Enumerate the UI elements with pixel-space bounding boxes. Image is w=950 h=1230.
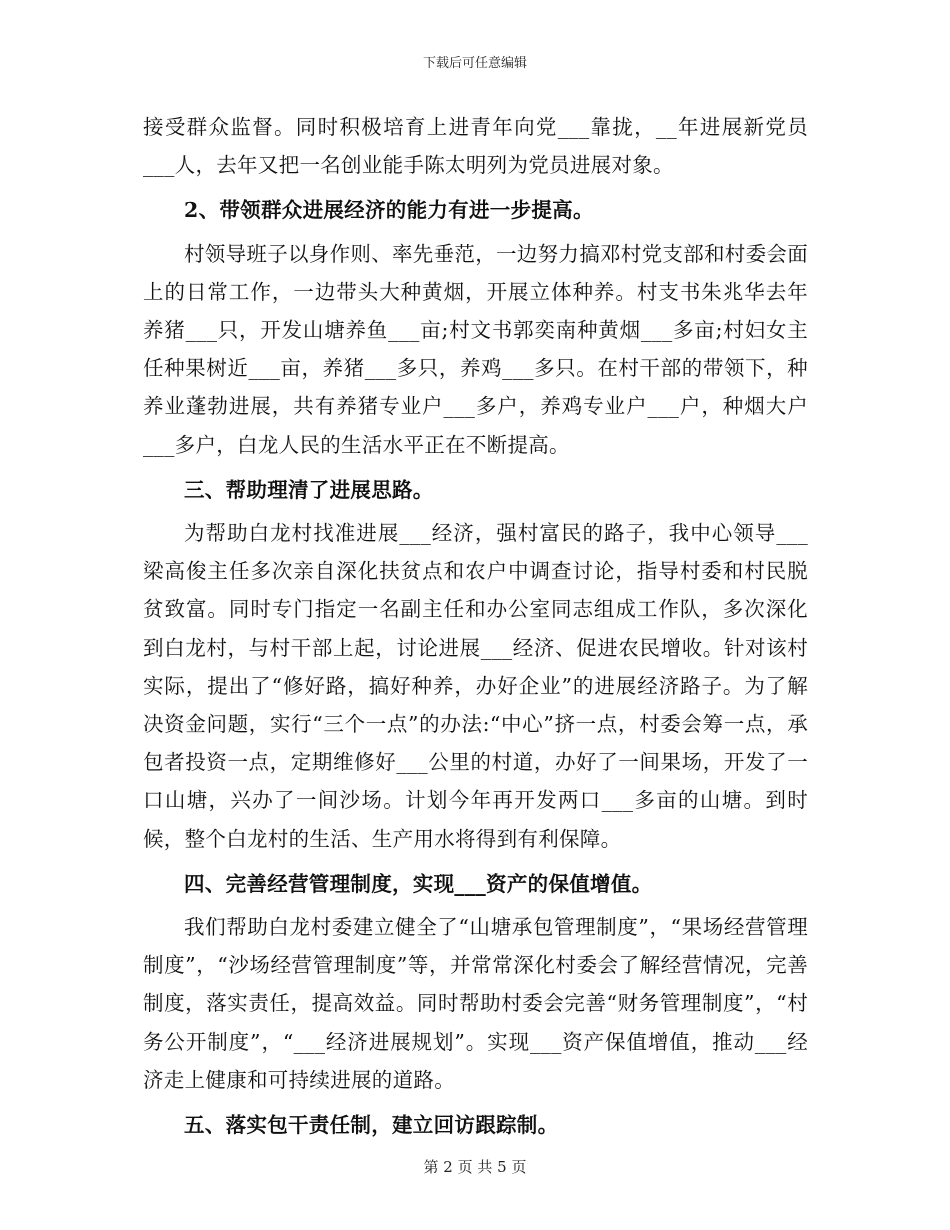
section-heading: 三、帮助理清了进展思路。	[184, 477, 434, 502]
body-paragraph: 我们帮助白龙村委建立健全了“山塘承包管理制度”，“果场经营管理制度”，“沙场经营管理制度”等，并常常深化村委会了解经营情况，完善制度，落实责任，提高效益。同时帮助村委会完善“财务管理制度”，“村务公开制度”，“___经济进展规划”。实现___资产保值增值，推动___经济走上健康和可持续进展的道路。	[143, 915, 808, 1092]
page-header: 下载后可任意编辑	[422, 56, 527, 71]
section-heading: 2、带领群众进展经济的能力有进一步提高。	[184, 198, 594, 223]
body-paragraph: 为帮助白龙村找准进展___经济，强村富民的路子，我中心领导___梁高俊主任多次亲自深化扶贫点和农户中调查讨论，指导村委和村民脱贫致富。同时专门指定一名副主任和办公室同志组成工作队，多次深化到白龙村，与村干部上起，讨论进展___经济、促进农民增收。针对该村实际，提出了“修好路，搞好种养，办好企业”的进展经济路子。为了解决资金问题，实行“三个一点”的办法:“中心”挤一点，村委会筹一点，承包者投资一点，定期维修好___公里的村道，办好了一间果场，开发了一口山塘，兴办了一间沙场。计划今年再开发两口___多亩的山塘。到时候，整个白龙村的生活、生产用水将得到有利保障。	[143, 521, 808, 851]
document-body	[143, 108, 808, 1149]
section-heading: 五、落实包干责任制，建立回访跟踪制。	[184, 1113, 559, 1138]
body-paragraph: 接受群众监督。同时积极培育上进青年向党___靠拢，__年进展新党员___人，去年又把一名创业能手陈太明列为党员进展对象。	[143, 115, 808, 178]
section-heading: 四、完善经营管理制度，实现___资产的保值增值。	[184, 871, 653, 896]
page-footer: 第 2 页 共 5 页	[423, 1158, 527, 1176]
body-paragraph: 村领导班子以身作则、率先垂范，一边努力搞邓村党支部和村委会面上的日常工作，一边带头大种黄烟，开展立体种养。村支书朱兆华去年养猪___只，开发山塘养鱼___亩;村文书郭奕南种黄烟___多亩;村妇女主任种果树近___亩，养猪___多只，养鸡___多只。在村干部的带领下，种养业蓬勃进展，共有养猪专业户___多户，养鸡专业户___户，种烟大户___多户，白龙人民的生活水平正在不断提高。	[143, 241, 808, 457]
